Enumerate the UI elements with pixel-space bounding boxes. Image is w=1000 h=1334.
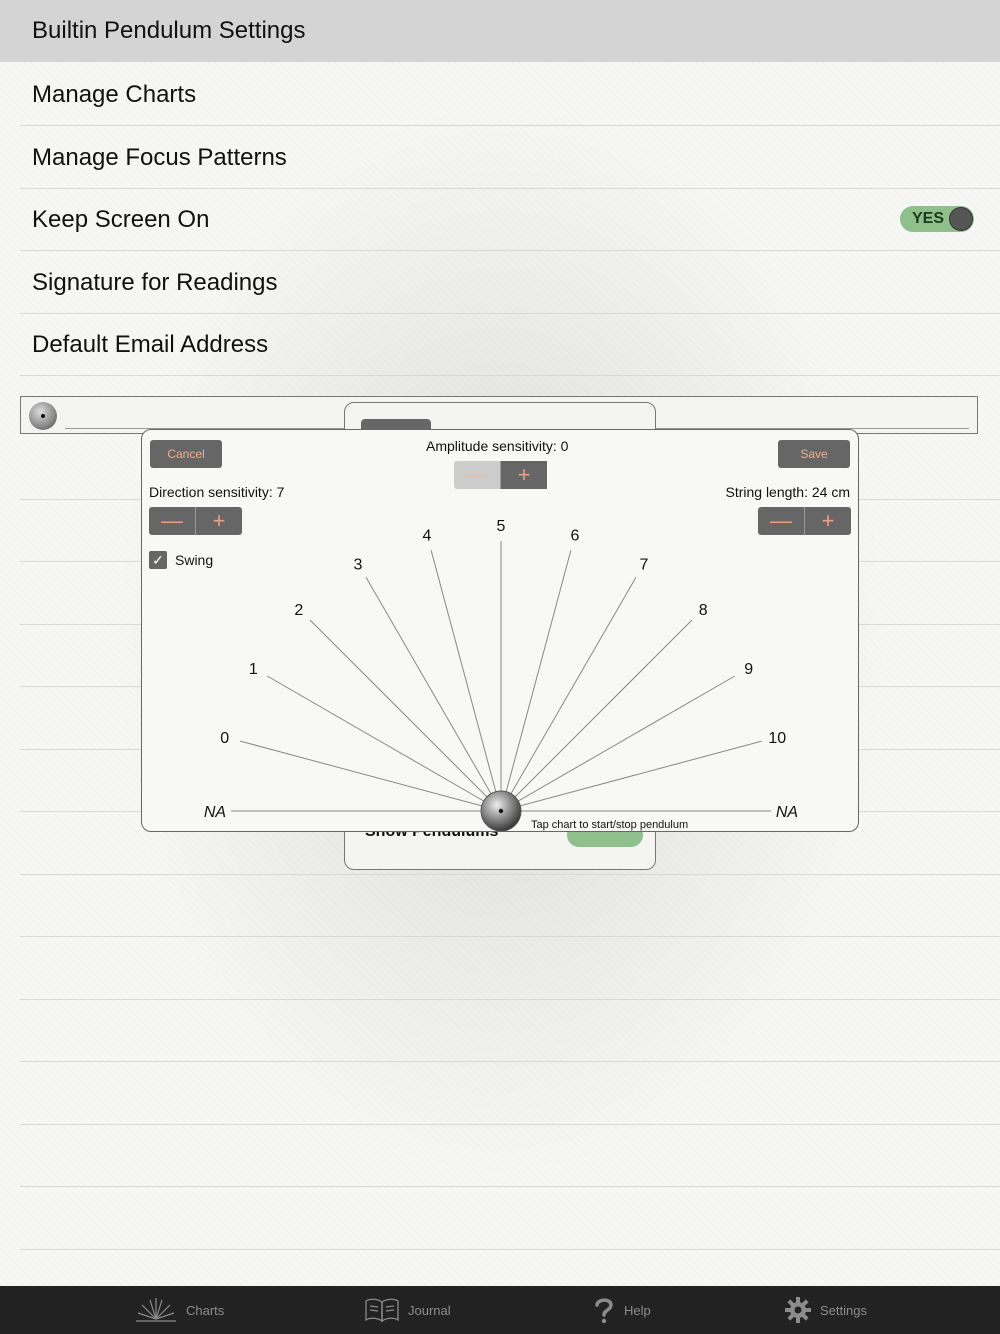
chart-ray [431,550,501,811]
chart-ray [366,577,501,811]
ruled-line [20,1186,1000,1187]
chart-ray [501,550,571,811]
settings-item-manage-focus-patterns[interactable] [0,127,1000,189]
fan-chart-icon [134,1297,178,1323]
ruled-line [20,1249,1000,1250]
settings-title: Builtin Pendulum Settings [32,17,306,44]
settings-item-label: Default Email Address [32,331,269,358]
direction-plus-button[interactable]: + [195,507,242,535]
chart-label: 2 [294,601,304,619]
open-book-icon [364,1297,400,1323]
chart-label: 10 [768,730,787,747]
tab-settings[interactable] [784,1286,867,1334]
toggle-knob [949,207,973,231]
chart-ray [310,620,501,811]
chart-ray [240,741,501,811]
string-length-stepper[interactable] [758,507,851,535]
ruled-line [20,936,1000,937]
chart-ray [501,577,636,811]
question-mark-icon [592,1296,616,1324]
amplitude-stepper[interactable] [454,461,547,489]
amplitude-minus-button[interactable]: — [466,462,488,487]
chart-label: 7 [639,556,649,574]
chart-label: 4 [422,527,432,545]
settings-item-manage-charts[interactable] [0,64,1000,126]
ruled-line [20,999,1000,1000]
tab-charts[interactable] [134,1286,224,1334]
tab-label: Journal [408,1302,451,1318]
swing-label: Swing [175,552,214,568]
row-divider [20,250,1000,251]
chart-ray [267,676,501,811]
gear-icon [784,1296,812,1324]
chart-label: 8 [698,601,708,619]
string-length-label: String length: 24 cm [725,484,850,500]
direction-label: Direction sensitivity: 7 [149,484,285,500]
string-length-minus-button[interactable]: — [770,508,792,533]
tab-label: Settings [820,1302,867,1318]
chart-ray [501,620,692,811]
chart-label: NA [775,804,799,821]
pendulum-ball-icon [29,402,57,430]
settings-item-label: Keep Screen On [32,206,210,233]
chart-label: 5 [496,518,506,535]
tap-hint: Tap chart to start/stop pendulum [531,819,689,831]
pendulum-bob-center [499,809,503,813]
ruled-line [20,874,1000,875]
direction-minus-button[interactable]: — [161,508,183,533]
row-divider [20,375,1000,376]
settings-item-label: Manage Charts [32,81,197,108]
string-length-plus-button[interactable]: + [804,507,851,535]
tab-label: Charts [186,1302,225,1318]
chart-label: 0 [220,730,230,747]
settings-item-signature[interactable] [0,252,1000,314]
tab-journal[interactable] [364,1286,451,1334]
tab-help[interactable] [592,1286,651,1334]
row-divider [20,125,1000,126]
settings-item-label: Manage Focus Patterns [32,144,287,171]
swing-checkbox[interactable]: ✓ [149,551,167,569]
chart-ray [501,676,735,811]
settings-item-label: Signature for Readings [32,269,278,296]
cancel-button[interactable]: Cancel [150,440,222,468]
chart-ray [501,741,762,811]
amplitude-label: Amplitude sensitivity: 0 [426,438,569,454]
pendulum-dialog [141,429,859,832]
tab-label: Help [624,1302,651,1318]
chart-label: 6 [570,527,580,545]
save-button[interactable]: Save [778,440,850,468]
settings-header [0,0,1000,62]
direction-stepper[interactable] [149,507,242,535]
tab-bar [0,1286,1000,1334]
settings-item-keep-screen-on [0,189,1000,251]
keep-screen-on-toggle[interactable] [900,206,974,232]
toggle-label: YES [912,210,945,227]
chart-label: 1 [248,661,258,678]
settings-item-default-email[interactable] [0,314,1000,376]
ruled-line [20,1061,1000,1062]
chart-label: NA [203,804,227,821]
chart-label: 3 [353,556,363,574]
chart-label: 9 [744,661,754,678]
amplitude-plus-button[interactable]: + [500,461,547,489]
ruled-line [20,1124,1000,1125]
